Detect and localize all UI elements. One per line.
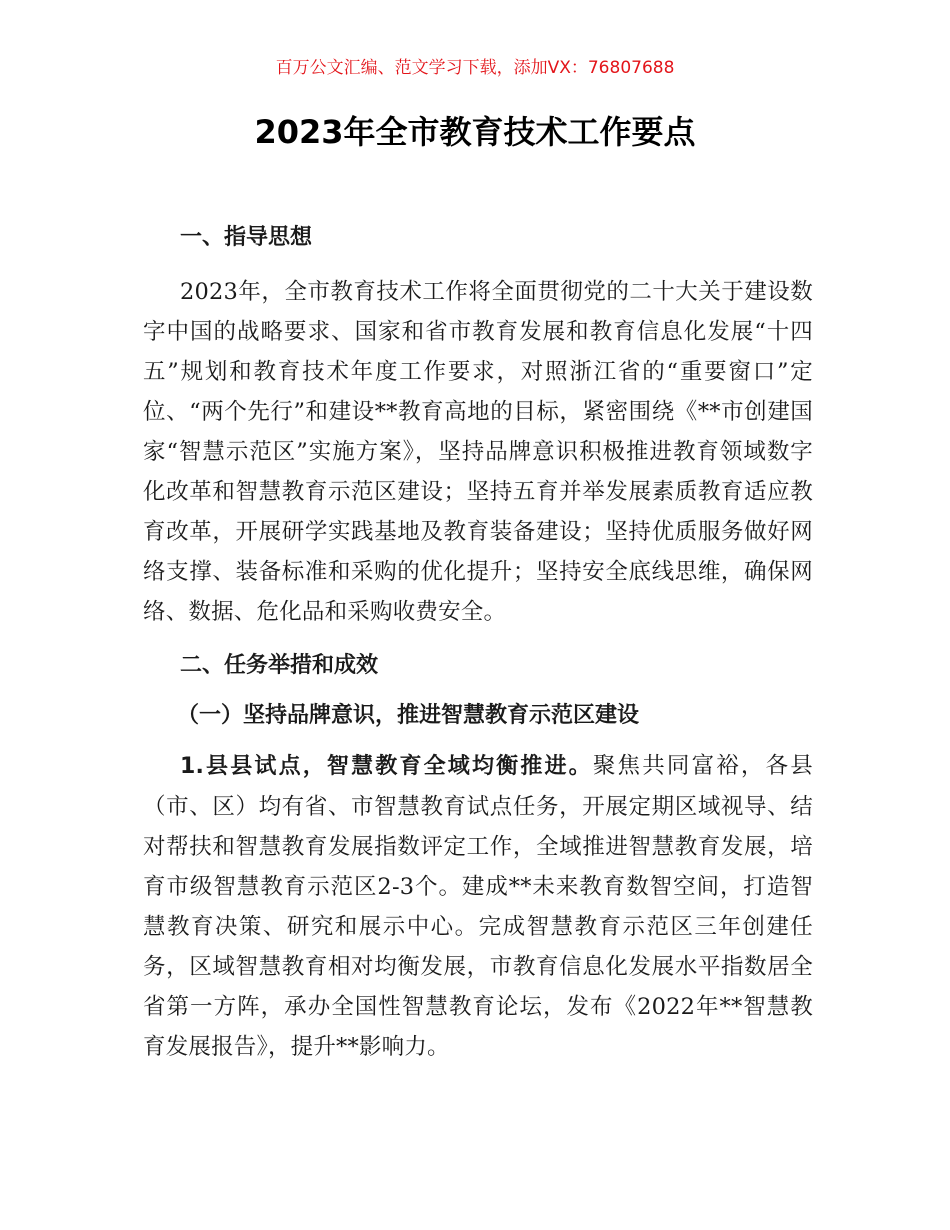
section-heading-guiding-thought: 一、指导思想 xyxy=(180,225,313,250)
subsection-heading-brand: （一）坚持品牌意识，推进智慧教育示范区建设 xyxy=(177,703,640,728)
guiding-thought-paragraph: 2023年，全市教育技术工作将全面贯彻党的二十大关于建设数字中国的战略要求、国家和省市教育发展和教育信息化发展“十四五”规划和教育技术年度工作要求，对照浙江省的“重要窗口”定位、“两个先行”和建设**教育高地的目标，紧密围绕《**市创建国家“智慧示范区”实施方案》，坚持品牌意识积极推进教育领域数字化改革和智慧教育示范区建设；坚持五育并举发展素质教育适应教育改革，开展研学实践基地及教育装备建设；坚持优质服务做好网络支撑、装备标准和采购的优化提升；坚持安全底线思维，确保网络、数据、危化品和采购收费安全。 xyxy=(143,279,813,625)
contact-banner: 百万公文汇编、范文学习下载，添加VX：76807688 xyxy=(275,58,675,78)
document-title: 2023年全市教育技术工作要点 xyxy=(254,113,696,151)
section-heading-tasks: 二、任务举措和成效 xyxy=(180,653,379,678)
item-text-county-pilot: 聚焦共同富裕，各县（市、区）均有省、市智慧教育试点任务，开展定期区域视导、结对帮扶和智慧教育发展指数评定工作，全域推进智慧教育发展，培育市级智慧教育示范区2-3个。建成**未来教育数智空间，打造智慧教育决策、研究和展示中心。完成智慧教育示范区三年创建任务，区域智慧教育相对均衡发展，市教育信息化发展水平指数居全省第一方阵，承办全国性智慧教育论坛，发布《2022年**智慧教育发展报告》，提升**影响力。 xyxy=(143,753,813,1060)
document-body xyxy=(143,218,813,1067)
item-paragraph-county-pilot xyxy=(143,746,813,1067)
item-lead-county-pilot: 1.县县试点，智慧教育全域均衡推进。 xyxy=(180,754,593,779)
